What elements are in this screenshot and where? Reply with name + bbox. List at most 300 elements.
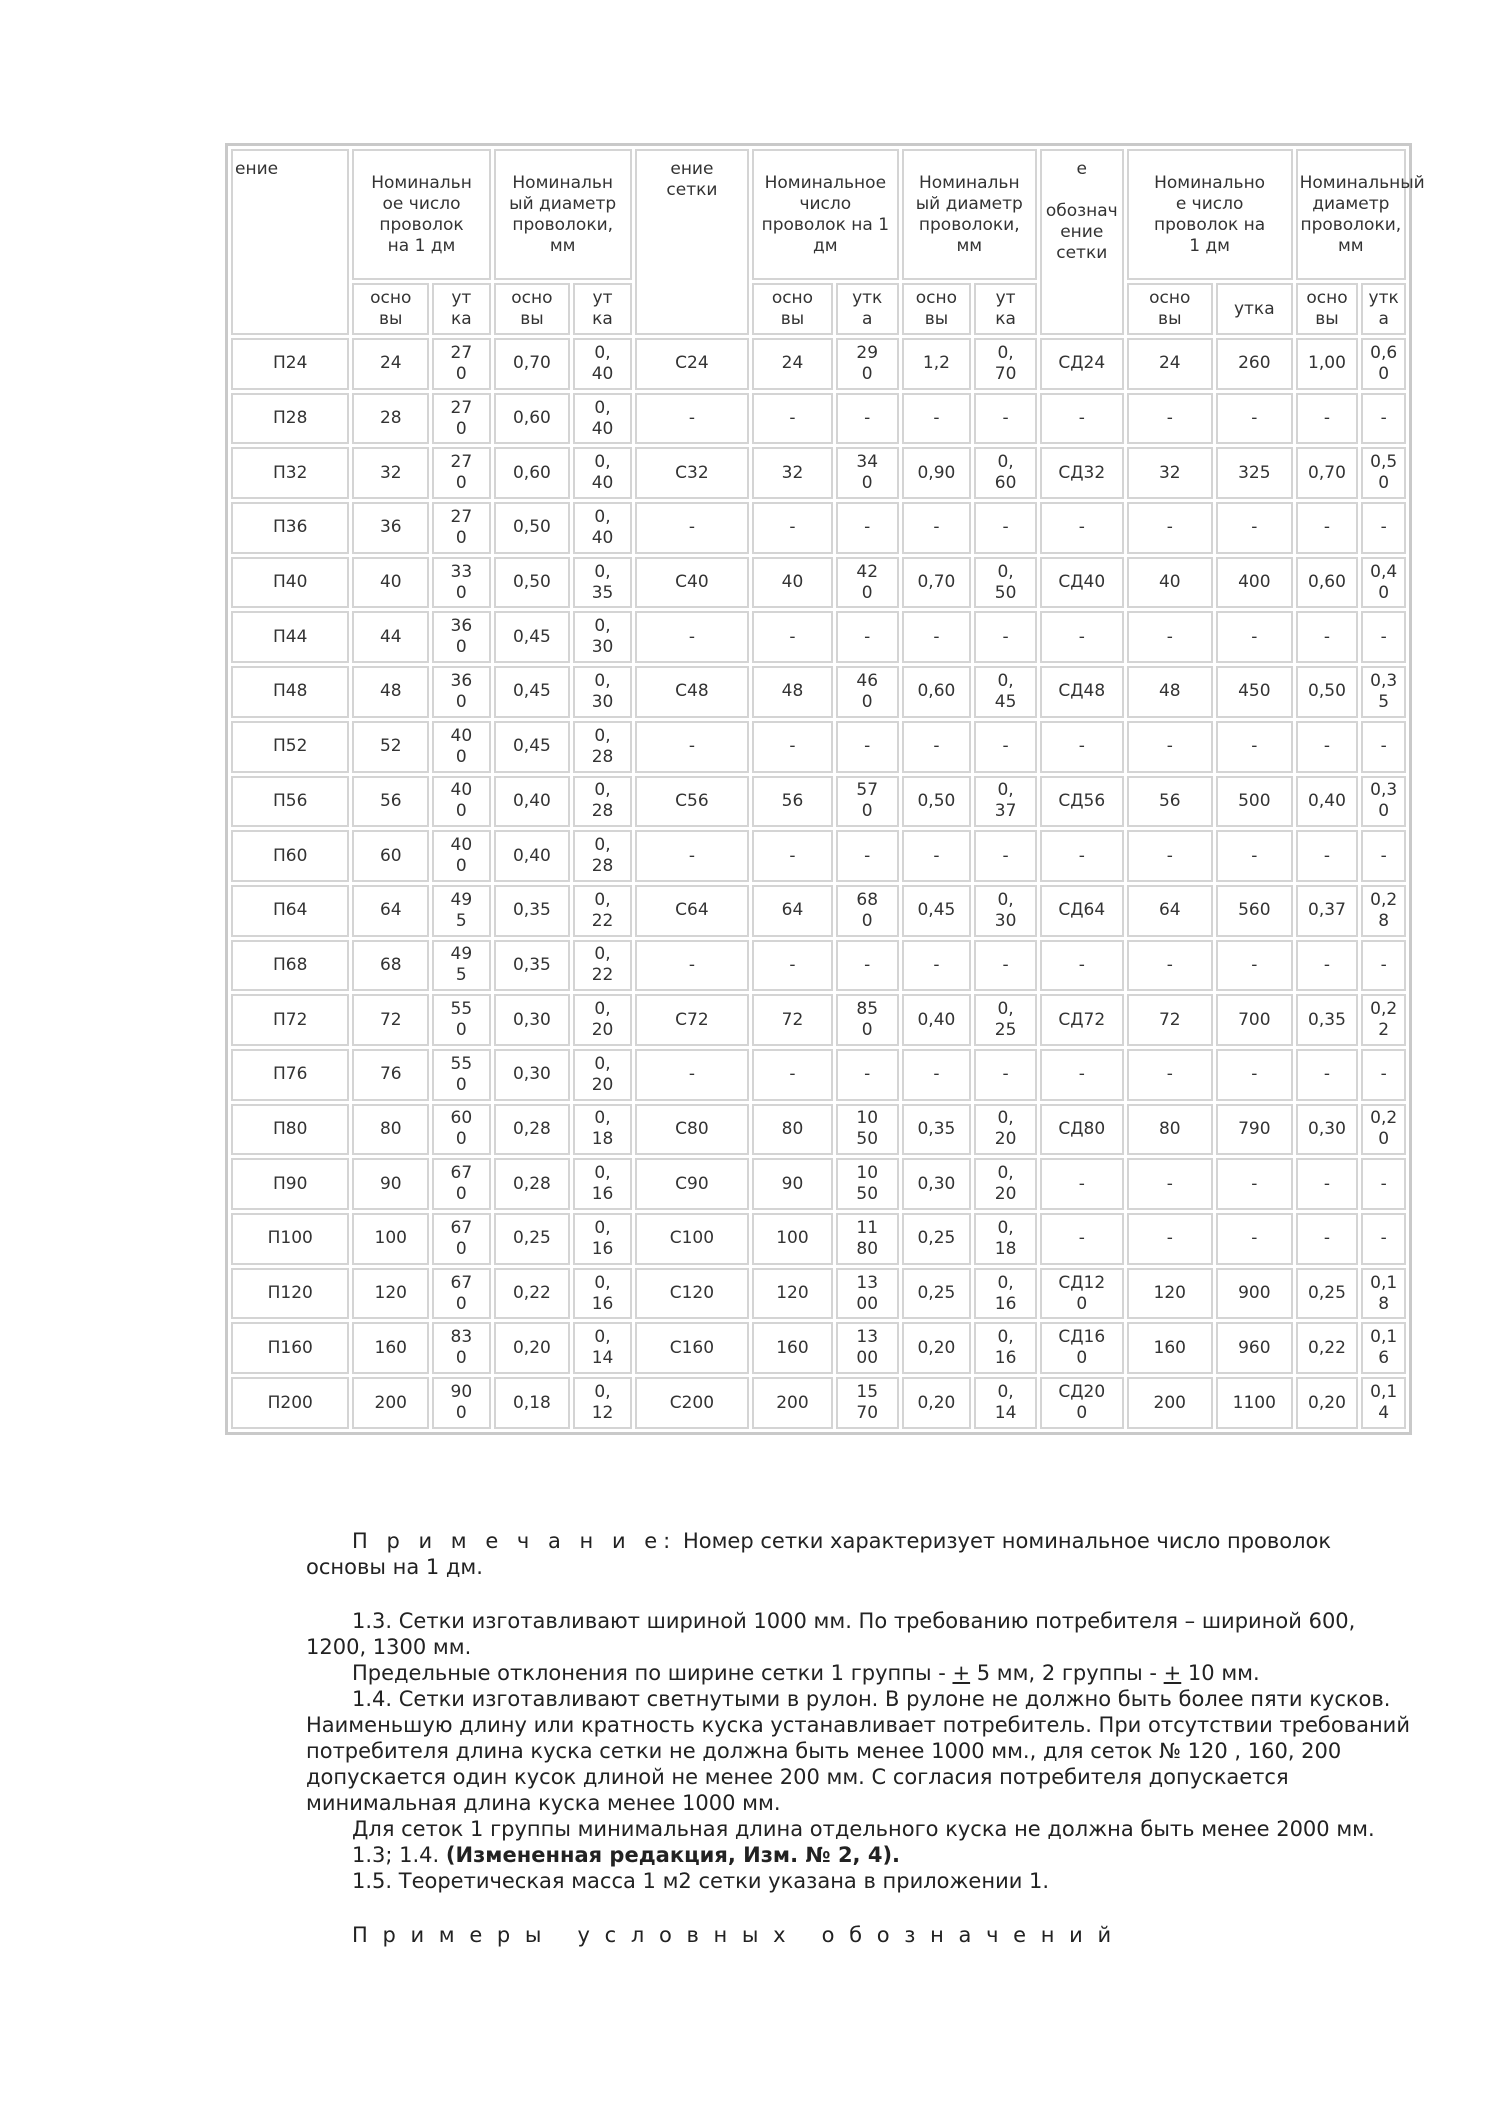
table-cell: П90 [231,1158,349,1210]
table-row [231,1213,1406,1265]
table-cell: 68 0 [836,885,899,937]
table-cell: 24 [1127,338,1213,390]
table-cell: 27 0 [432,502,491,554]
table-cell: - [974,940,1037,992]
table-cell: 0,30 [494,1049,571,1101]
table-cell: 0,90 [902,447,972,499]
table-cell: - [836,721,899,773]
table-cell: 1100 [1216,1377,1293,1429]
table-cell: - [974,611,1037,663]
table-cell: 0,70 [1296,447,1359,499]
examples-heading: П р и м е р ы у с л о в н ы х о б о з н а ч е н и й [352,1923,1116,1947]
table-cell: П32 [231,447,349,499]
table-cell: - [1216,721,1293,773]
table-cell: - [635,1049,749,1101]
table-cell: - [752,830,833,882]
table-cell: 33 0 [432,557,491,609]
table-cell: 48 [752,666,833,718]
table-cell: 48 [352,666,429,718]
table-cell: - [1361,502,1406,554]
table-cell: 10 50 [836,1104,899,1156]
table-cell: - [1361,611,1406,663]
table-cell: СД32 [1040,447,1124,499]
table-cell: СД16 0 [1040,1322,1124,1374]
table-cell: П200 [231,1377,349,1429]
table-cell: - [836,502,899,554]
table-cell: С24 [635,338,749,390]
table-cell: 0, 37 [974,776,1037,828]
tolerance-text-c: 10 мм. [1181,1661,1260,1685]
table-cell: 0,22 [1296,1322,1359,1374]
table-row [231,1104,1406,1156]
table-cell: 120 [352,1268,429,1320]
plus-minus-sign: + [1163,1661,1182,1685]
table-cell: 0,45 [494,666,571,718]
table-cell: С90 [635,1158,749,1210]
table-cell: 32 [352,447,429,499]
table-cell: 0, 16 [974,1268,1037,1320]
table-cell: 36 0 [432,611,491,663]
subheader-osnovy: осно вы [902,283,972,335]
table-cell: 450 [1216,666,1293,718]
header-mesh-designation-2: е обознач ение сетки [1040,149,1124,335]
table-cell: 160 [1127,1322,1213,1374]
table-cell: 0, 45 [974,666,1037,718]
table-cell: 0, 16 [573,1158,632,1210]
table-cell: 83 0 [432,1322,491,1374]
table-cell: 0,3 5 [1361,666,1406,718]
table-cell: П76 [231,1049,349,1101]
table-cell: - [902,1049,972,1101]
table-cell: - [1361,1158,1406,1210]
table-cell: П48 [231,666,349,718]
table-cell: 0, 30 [573,611,632,663]
table-cell: СД24 [1040,338,1124,390]
table-cell: - [902,502,972,554]
table-cell: 0,1 4 [1361,1377,1406,1429]
table-cell: П60 [231,830,349,882]
table-row [231,666,1406,718]
table-cell: - [1127,1158,1213,1210]
note-label: П р и м е ч а н и е: [352,1529,677,1553]
table-cell: - [1296,1158,1359,1210]
table-cell: - [752,1049,833,1101]
table-cell: - [1296,940,1359,992]
table-cell: 40 0 [432,721,491,773]
table-cell: 0, 20 [573,994,632,1046]
subheader-osnovy: осно вы [494,283,571,335]
table-cell: - [902,721,972,773]
paragraph-1-4b: Для сеток 1 группы минимальная длина отдельного куска не должна быть менее 2000 мм. [352,1817,1375,1841]
table-cell: 160 [752,1322,833,1374]
table-cell: 60 [352,830,429,882]
table-cell: - [1216,940,1293,992]
table-cell: - [836,393,899,445]
table-cell: 0,30 [1296,1104,1359,1156]
table-cell: 0,28 [494,1158,571,1210]
table-cell: 85 0 [836,994,899,1046]
table-cell: - [1361,721,1406,773]
table-cell: - [1216,1158,1293,1210]
table-cell: 960 [1216,1322,1293,1374]
table-cell: 0,25 [902,1268,972,1320]
table-cell: - [974,502,1037,554]
table-cell: - [974,393,1037,445]
table-cell: - [902,940,972,992]
table-cell: 790 [1216,1104,1293,1156]
table-cell: - [1216,611,1293,663]
table-cell: 0,70 [902,557,972,609]
table-cell: - [1296,1213,1359,1265]
header-wire-count: Номинальн ое число проволок на 1 дм [352,149,490,280]
table-cell: 56 [752,776,833,828]
table-cell: П44 [231,611,349,663]
subheader-osnovy: осно вы [752,283,833,335]
table-cell: П120 [231,1268,349,1320]
table-cell: П72 [231,994,349,1046]
table-cell: 0,45 [494,611,571,663]
table-row [231,940,1406,992]
table-cell: 55 0 [432,1049,491,1101]
table-cell: - [1040,393,1124,445]
table-cell: 160 [352,1322,429,1374]
table-cell: 0, 12 [573,1377,632,1429]
table-cell: 0, 16 [573,1213,632,1265]
table-cell: 0, 20 [974,1158,1037,1210]
table-row [231,557,1406,609]
table-cell: 0,1 8 [1361,1268,1406,1320]
table-cell: 0, 70 [974,338,1037,390]
table-cell: - [902,611,972,663]
table-row [231,502,1406,554]
table-cell: 34 0 [836,447,899,499]
table-cell: 68 [352,940,429,992]
header-wire-count-3: Номинально е число проволок на 1 дм [1127,149,1293,280]
table-cell: 200 [352,1377,429,1429]
table-cell: 48 [1127,666,1213,718]
table-cell: - [1216,1213,1293,1265]
table-cell: 100 [752,1213,833,1265]
plus-minus-sign: + [952,1661,971,1685]
table-cell: 0, 40 [573,502,632,554]
table-row [231,1377,1406,1429]
table-cell: - [635,721,749,773]
table-cell: С72 [635,994,749,1046]
table-cell: 0, 30 [573,666,632,718]
header-wire-diameter: Номинальн ый диаметр проволоки, мм [494,149,632,280]
table-cell: 0, 16 [573,1268,632,1320]
table-cell: П64 [231,885,349,937]
table-cell: 27 0 [432,393,491,445]
table-cell: С200 [635,1377,749,1429]
table-row [231,447,1406,499]
table-cell: - [836,940,899,992]
table-cell: 0,50 [494,502,571,554]
table-cell: С120 [635,1268,749,1320]
table-cell: 56 [352,776,429,828]
table-cell: 0, 50 [974,557,1037,609]
table-row [231,776,1406,828]
table-cell: С48 [635,666,749,718]
table-cell: - [1296,393,1359,445]
table-row [231,885,1406,937]
table-cell: 0,25 [1296,1268,1359,1320]
table-cell: С100 [635,1213,749,1265]
table-cell: П28 [231,393,349,445]
subheader-osnovy: осно вы [1296,283,1359,335]
table-cell: 0,60 [902,666,972,718]
table-cell: - [635,611,749,663]
table-cell: 40 0 [432,776,491,828]
table-cell: П24 [231,338,349,390]
table-cell: 0,25 [494,1213,571,1265]
table-cell: 64 [1127,885,1213,937]
table-cell: П68 [231,940,349,992]
table-cell: СД80 [1040,1104,1124,1156]
tolerance-paragraph [306,1660,1416,1686]
header-wire-diameter-3: Номинальный диаметр проволоки, мм [1296,149,1406,280]
table-row [231,994,1406,1046]
table-cell: СД48 [1040,666,1124,718]
table-cell: - [902,393,972,445]
table-cell: - [1216,1049,1293,1101]
table-cell: СД40 [1040,557,1124,609]
table-cell: 13 00 [836,1322,899,1374]
table-cell: 90 [352,1158,429,1210]
table-cell: 72 [352,994,429,1046]
table-cell: - [1127,611,1213,663]
table-cell: 80 [352,1104,429,1156]
table-cell: 0,22 [494,1268,571,1320]
table-cell: 0, 18 [974,1213,1037,1265]
table-cell: С64 [635,885,749,937]
table-cell: 32 [752,447,833,499]
table-cell: 90 [752,1158,833,1210]
table-row [231,1049,1406,1101]
table-cell: 80 [752,1104,833,1156]
table-cell: - [836,611,899,663]
table-cell: 44 [352,611,429,663]
table-cell: 0,1 6 [1361,1322,1406,1374]
table-cell: 120 [752,1268,833,1320]
table-cell: 0, 40 [573,447,632,499]
table-cell: - [974,830,1037,882]
header-wire-diameter-2: Номинальн ый диаметр проволоки, мм [902,149,1037,280]
table-cell: - [752,393,833,445]
table-cell: 0, 22 [573,940,632,992]
paragraph-1-5: 1.5. Теоретическая масса 1 м2 сетки указана в приложении 1. [352,1869,1050,1893]
table-cell: 0,28 [494,1104,571,1156]
table-cell: 27 0 [432,338,491,390]
table-cell: 0,2 8 [1361,885,1406,937]
table-cell: С32 [635,447,749,499]
table-cell: 120 [1127,1268,1213,1320]
table-cell: 32 [1127,447,1213,499]
table-cell: 1,2 [902,338,972,390]
table-cell: 90 0 [432,1377,491,1429]
table-cell: 0,5 0 [1361,447,1406,499]
table-cell: 0,40 [1296,776,1359,828]
table-cell: 46 0 [836,666,899,718]
table-cell: С160 [635,1322,749,1374]
table-cell: - [1296,502,1359,554]
table-cell: 0,3 0 [1361,776,1406,828]
table-cell: - [1296,721,1359,773]
table-cell: 0,45 [902,885,972,937]
table-cell: СД12 0 [1040,1268,1124,1320]
table-cell: 72 [1127,994,1213,1046]
table-cell: 0,40 [494,776,571,828]
table-cell: - [1040,830,1124,882]
table-cell: - [1040,502,1124,554]
table-cell: 0, 40 [573,393,632,445]
table-cell: - [1296,611,1359,663]
table-cell: 28 [352,393,429,445]
subheader-utka: утка [1216,283,1293,335]
table-cell: 67 0 [432,1213,491,1265]
table-cell: - [635,940,749,992]
table-row [231,1268,1406,1320]
table-cell: П36 [231,502,349,554]
table-cell: 49 5 [432,885,491,937]
table-row [231,338,1406,390]
table-cell: 0,20 [494,1322,571,1374]
table-cell: 80 [1127,1104,1213,1156]
table-cell: 400 [1216,557,1293,609]
table-cell: 0,50 [902,776,972,828]
table-cell: 0,60 [494,393,571,445]
table-cell: - [1216,502,1293,554]
table-cell: 0, 25 [974,994,1037,1046]
edition-paragraph [306,1842,1416,1868]
subheader-utka: ут ка [432,283,491,335]
table-cell: 0, 14 [573,1322,632,1374]
table-cell: 24 [752,338,833,390]
table-cell: 72 [752,994,833,1046]
table-cell: 0,18 [494,1377,571,1429]
table-cell: 13 00 [836,1268,899,1320]
tolerance-text-a: Предельные отклонения по ширине сетки 1 группы - [352,1661,953,1685]
table-cell: - [1127,721,1213,773]
table-row [231,1322,1406,1374]
table-cell: П52 [231,721,349,773]
table-cell: - [635,830,749,882]
table-cell: 0, 22 [573,885,632,937]
table-cell: 64 [352,885,429,937]
header-designation: ение [231,149,349,335]
table-cell: 40 0 [432,830,491,882]
table-cell: 0,37 [1296,885,1359,937]
table-cell: - [752,721,833,773]
table-cell: - [902,830,972,882]
table-cell: - [1361,393,1406,445]
paragraph-1-3: 1.3. Сетки изготавливают шириной 1000 мм. По требованию потребителя – шириной 600, 1200, 1300 мм. [306,1609,1356,1659]
table-cell: 0,30 [902,1158,972,1210]
table-cell: 29 0 [836,338,899,390]
table-cell: - [1127,1213,1213,1265]
tolerance-text-b: 5 мм, 2 группы - [970,1661,1164,1685]
table-cell: - [974,1049,1037,1101]
table-cell: 0, 60 [974,447,1037,499]
table-cell: 0,60 [494,447,571,499]
table-cell: 0,2 0 [1361,1104,1406,1156]
table-cell: С56 [635,776,749,828]
table-cell: - [1127,1049,1213,1101]
paragraph-1-4: 1.4. Сетки изготавливают светнутыми в рулон. В рулоне не должно быть более пяти кусков. Наименьшую длину или кратность куска устанавливает потребитель. При отсутствии требований потребителя длина куска сетки не должна быть менее 1000 мм., для сеток № 120 , 160, 200 допускается один кусок длиной не менее 200 мм. С согласия потребителя допускается минимальная длина куска менее 1000 мм. [306,1687,1410,1815]
table-cell: 15 70 [836,1377,899,1429]
table-cell: 0,60 [1296,557,1359,609]
table-cell: 55 0 [432,994,491,1046]
table-cell: 0,20 [1296,1377,1359,1429]
table-cell: 36 [352,502,429,554]
table-cell: 0,20 [902,1322,972,1374]
table-cell: 0, 14 [974,1377,1037,1429]
table-cell: П160 [231,1322,349,1374]
table-cell: 27 0 [432,447,491,499]
table-cell: 0, 40 [573,338,632,390]
table-cell: 0, 28 [573,830,632,882]
note-paragraph [306,1528,1416,1580]
table-cell: - [974,721,1037,773]
table-cell: 0, 16 [974,1322,1037,1374]
table-cell: 0,30 [494,994,571,1046]
table-cell: - [1216,830,1293,882]
table-cell: С40 [635,557,749,609]
mesh-spec-table [228,146,1425,1432]
table-cell: 0, 28 [573,721,632,773]
table-cell: 0,2 2 [1361,994,1406,1046]
table-cell: - [1040,1049,1124,1101]
table-cell: 40 [1127,557,1213,609]
table-cell: 700 [1216,994,1293,1046]
table-cell: П56 [231,776,349,828]
subheader-utka: ут ка [573,283,632,335]
table-cell: 0, 30 [974,885,1037,937]
table-cell: 200 [1127,1377,1213,1429]
table-cell: 0,50 [1296,666,1359,718]
table-cell: 0, 20 [573,1049,632,1101]
table-cell: - [836,830,899,882]
subheader-utka: утк а [1361,283,1406,335]
table-cell: 67 0 [432,1268,491,1320]
header-mesh-designation: ение сетки [635,149,749,335]
notes-section [306,1528,1416,1948]
table-cell: 67 0 [432,1158,491,1210]
table-row [231,721,1406,773]
table-cell: 49 5 [432,940,491,992]
table-cell: 900 [1216,1268,1293,1320]
table-cell: - [1040,940,1124,992]
table-cell: - [1040,1213,1124,1265]
edition-note: (Измененная редакция, Изм. № 2, 4). [445,1843,901,1867]
table-cell: 0,4 0 [1361,557,1406,609]
table-cell: 57 0 [836,776,899,828]
table-cell: 42 0 [836,557,899,609]
subheader-utka: ут ка [974,283,1037,335]
table-cell: 0, 18 [573,1104,632,1156]
table-cell: - [635,502,749,554]
table-cell: - [752,502,833,554]
table-cell: - [1296,1049,1359,1101]
table-cell: 0,45 [494,721,571,773]
table-cell: - [1216,393,1293,445]
table-cell: СД20 0 [1040,1377,1124,1429]
table-cell: - [1127,940,1213,992]
table-cell: - [1361,1049,1406,1101]
wire-mesh-table [225,143,1425,1435]
table-cell: 200 [752,1377,833,1429]
subheader-utka: утк а [836,283,899,335]
